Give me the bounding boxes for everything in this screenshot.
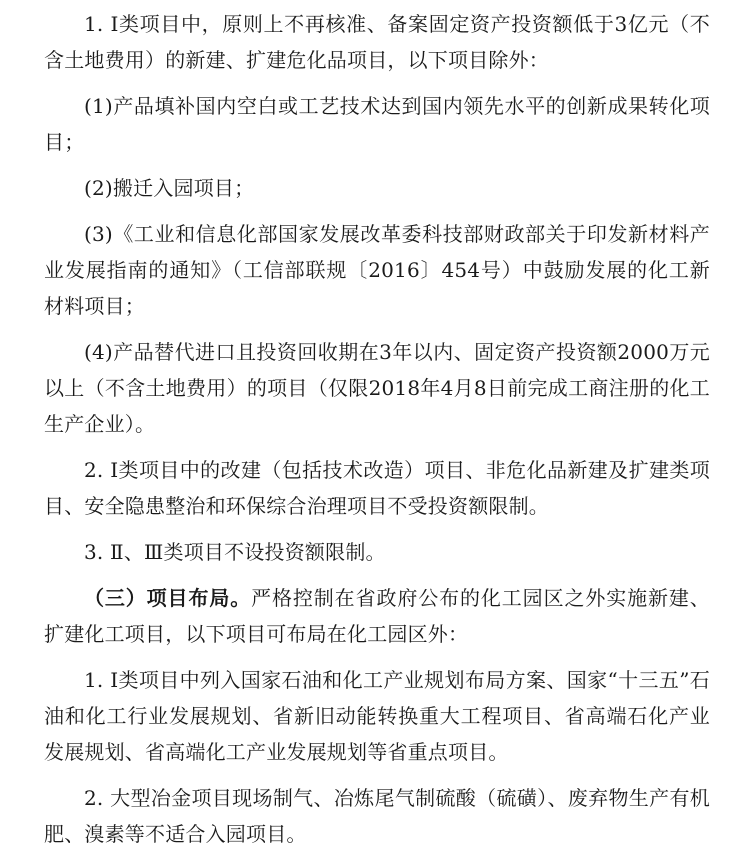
paragraph-text: 2. Ⅰ类项目中的改建（包括技术改造）项目、非危化品新建及扩建类项目、安全隐患整治和环保综合治理项目不受投资额限制。: [44, 458, 710, 518]
paragraph-text: (3)《工业和信息化部国家发展改革委科技部财政部关于印发新材料产业发展指南的通知》（工信部联规〔2016〕454号）中鼓励发展的化工新材料项目；: [44, 222, 710, 318]
paragraph-text: 严格控制在省政府公布的化工园区之外实施新建、扩建化工项目，以下项目可布局在化工园区外：: [44, 586, 710, 646]
paragraph-text: (2)搬迁入园项目；: [84, 176, 255, 200]
paragraph-layout-exception-1: [44, 662, 710, 770]
paragraph-project-layout: [44, 580, 710, 652]
paragraph-class1-unlimited: [44, 452, 710, 524]
paragraph-text: 2. 大型冶金项目现场制气、冶炼尾气制硫酸（硫磺）、废弃物生产有机肥、溴素等不适合入园项目。: [44, 786, 710, 846]
paragraph-text: 3. Ⅱ、Ⅲ类项目不设投资额限制。: [84, 540, 386, 564]
paragraph-class2-3-unlimited: [44, 534, 710, 570]
paragraph-class1-restriction: [44, 6, 710, 78]
paragraph-exception-3: [44, 216, 710, 324]
section-heading: （三）项目布局。: [84, 586, 252, 610]
paragraph-layout-exception-2: [44, 780, 710, 852]
paragraph-text: (1)产品填补国内空白或工艺技术达到国内领先水平的创新成果转化项目；: [44, 94, 710, 154]
paragraph-text: 1. Ⅰ类项目中列入国家石油和化工产业规划布局方案、国家“十三五”石油和化工行业发展规划、省新旧动能转换重大工程项目、省高端石化产业发展规划、省高端化工产业发展规划等省重点项目。: [44, 668, 710, 764]
paragraph-text: (4)产品替代进口且投资回收期在3年以内、固定资产投资额2000万元以上（不含土地费用）的项目（仅限2018年4月8日前完成工商注册的化工生产企业）。: [44, 340, 710, 436]
paragraph-exception-1: [44, 88, 710, 160]
paragraph-exception-2: [44, 170, 710, 206]
paragraph-text: 1. Ⅰ类项目中，原则上不再核准、备案固定资产投资额低于3亿元（不含土地费用）的新建、扩建危化品项目，以下项目除外：: [44, 12, 710, 72]
paragraph-exception-4: [44, 334, 710, 442]
